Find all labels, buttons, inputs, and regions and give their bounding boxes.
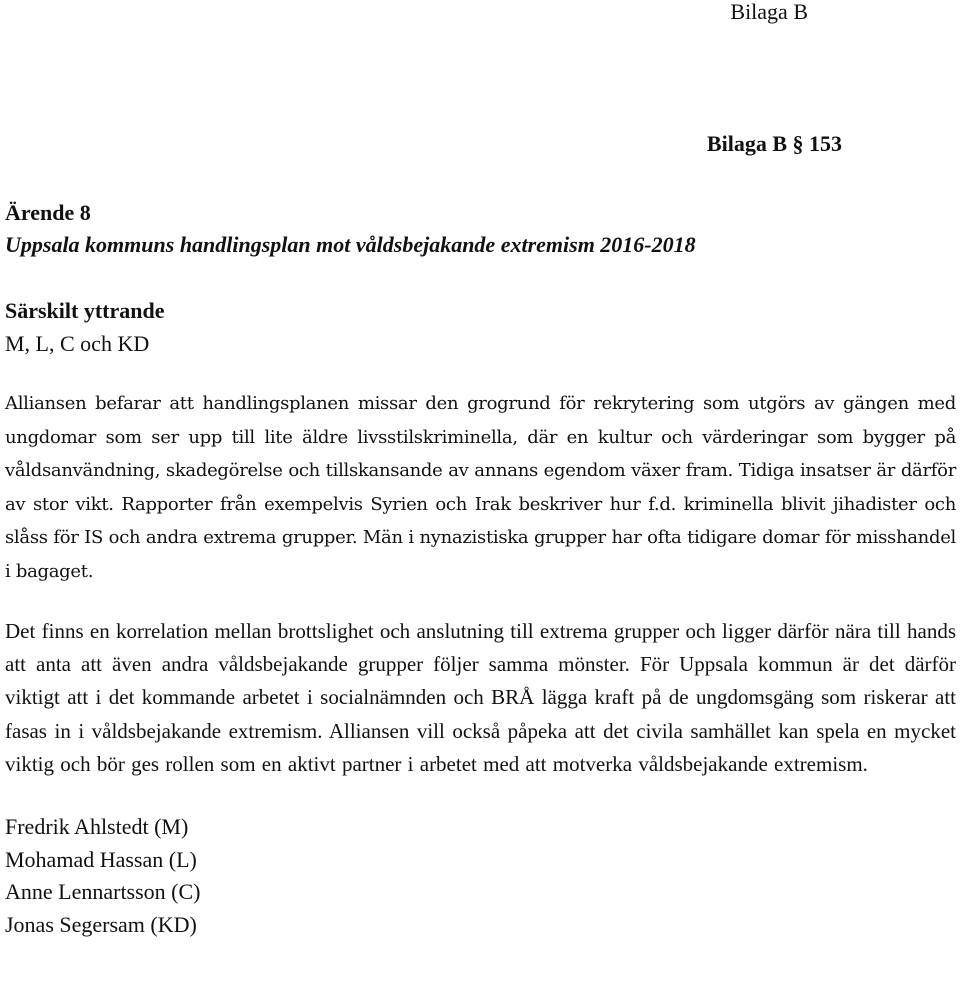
paragraph-2: Det finns en korrelation mellan brottslighet och anslutning till extrema grupper och ligger därför nära till hands att anta att även andra våldsbejakande grupper följer samma mönster. För Uppsala kommun är det därför viktigt att i det kommande arbetet i socialnämnden och BRÅ lägga kraft på de ungdomsgäng som riskerar att fasas in i våldsbejakande extremism. Alliansen vill också påpeka att det civila samhället kan spela en mycket viktig och bör ges rollen som en aktivt partner i arbetet med att motverka våldsbejakande extremism. bbox=[5, 619, 956, 776]
signature-block bbox=[5, 811, 956, 941]
arende-heading: Ärende 8 bbox=[5, 200, 91, 225]
bilaga-reference: Bilaga B § 153 bbox=[706, 131, 842, 156]
page-header-label: Bilaga B bbox=[730, 0, 808, 24]
signature-line: Anne Lennartsson (C) bbox=[5, 879, 201, 905]
document-content bbox=[5, 197, 956, 941]
document-title: Uppsala kommuns handlingsplan mot våldsbejakande extremism 2016-2018 bbox=[5, 232, 696, 257]
signature-line: Jonas Segersam (KD) bbox=[5, 911, 197, 937]
paragraph-1: Alliansen befarar att handlingsplanen missar den grogrund för rekrytering som utgörs av gängen med ungdomar som ser upp till lite äldre livsstilskriminella, där en kultur och värderingar som bygger på våldsanvändning, skadegörelse och tillskansande av annans egendom växer fram. Tidiga insatser är därför av stor vikt. Rapporter från exempelvis Syrien och Irak beskriver hur f.d. kriminella blivit jihadister och slåss för IS och andra extrema grupper. Män i nynazistiska grupper har ofta tidigare domar för misshandel i bagaget. bbox=[5, 393, 956, 582]
parties-line: M, L, C och KD bbox=[5, 331, 150, 356]
section-title: Särskilt yttrande bbox=[5, 298, 165, 323]
signature-line: Fredrik Ahlstedt (M) bbox=[5, 814, 189, 840]
signature-line: Mohamad Hassan (L) bbox=[5, 846, 197, 872]
